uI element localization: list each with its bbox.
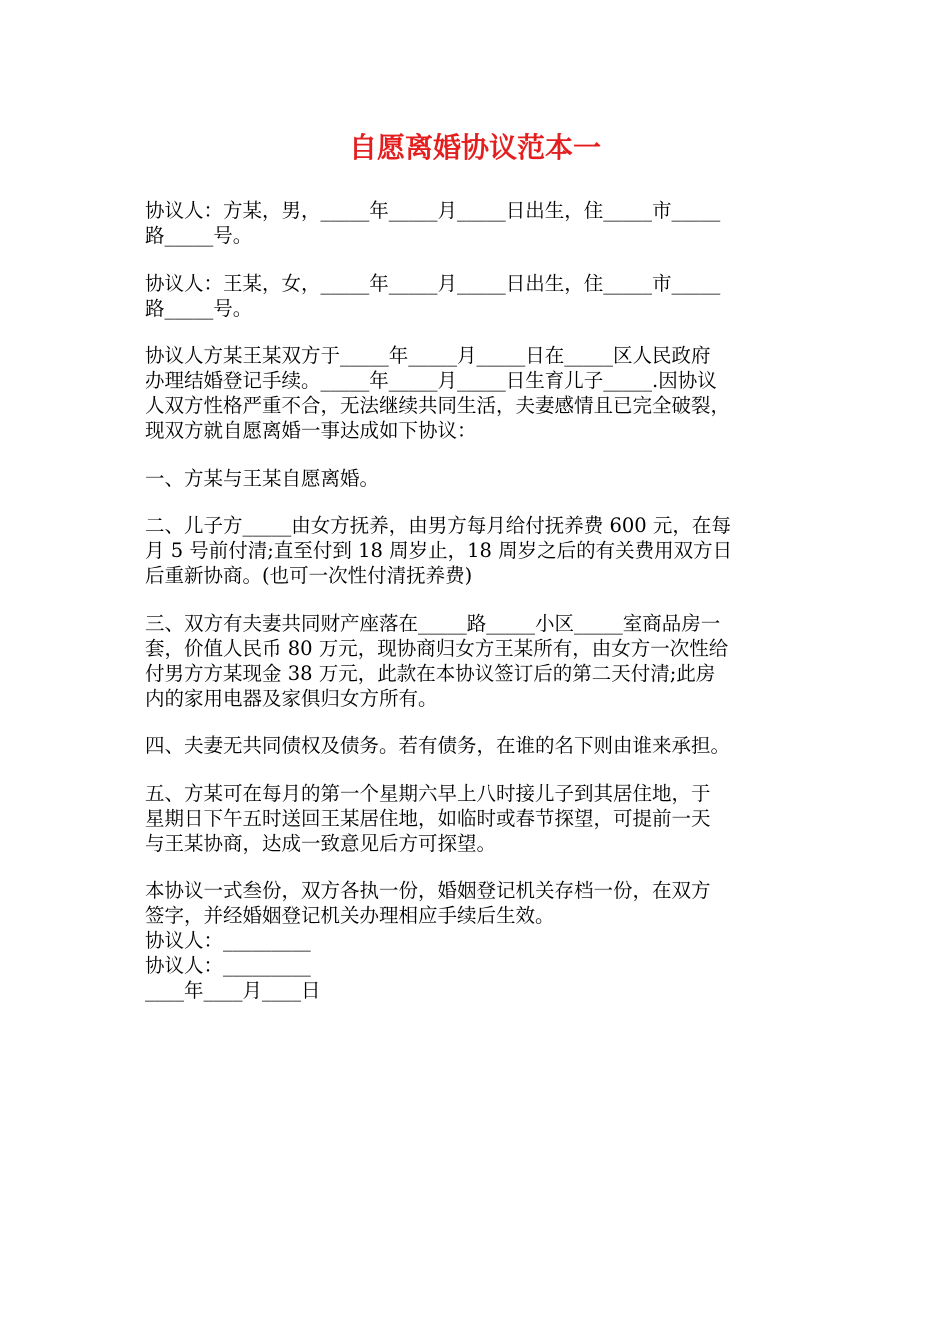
paragraph-clause-3 — [145, 611, 825, 711]
paragraph-gap — [145, 321, 825, 344]
text-line: 现双方就自愿离婚一事达成如下协议： — [145, 419, 477, 442]
paragraph-clause-4 — [145, 733, 825, 758]
paragraph-closing — [145, 878, 825, 1003]
text-line: 五、方某可在每月的第一个星期六早上八时接儿子到其居住地，于 — [145, 781, 711, 805]
paragraph-party-2 — [145, 271, 825, 321]
paragraph-gap — [145, 758, 825, 781]
text-line: 协议人：_________ — [145, 929, 311, 952]
text-line: 二、儿子方_____由女方抚养，由男方每月给付抚养费 600 元，在每 — [145, 514, 731, 537]
paragraph-gap — [145, 248, 825, 271]
text-line: 协议人：方某，男，_____年_____月_____日出生，住_____市_____ — [145, 199, 721, 222]
document-body — [145, 198, 825, 1003]
text-line: 办理结婚登记手续。_____年_____月_____日生育儿子_____.因协议 — [145, 369, 717, 392]
text-line: 三、双方有夫妻共同财产座落在_____路_____小区_____室商品房一 — [145, 611, 721, 635]
text-line: 路_____号。 — [145, 296, 253, 320]
text-line: 月 5 号前付清;直至付到 18 周岁止，18 周岁之后的有关费用双方日 — [145, 539, 733, 562]
text-line: 与王某协商，达成一致意见后方可探望。 — [145, 831, 497, 855]
paragraph-clause-1 — [145, 466, 825, 491]
paragraph-gap — [145, 856, 825, 879]
text-line: 协议人：王某，女，_____年_____月_____日出生，住_____市_____ — [145, 271, 721, 295]
text-line: 四、夫妻无共同债权及债务。若有债务，在谁的名下则由谁来承担。 — [145, 734, 731, 757]
text-line: 付男方方某现金 38 万元，此款在本协议签订后的第二天付清;此房 — [145, 661, 716, 685]
document-title: 自愿离婚协议范本一 — [348, 131, 601, 164]
text-line: ____年____月____日 — [145, 979, 321, 1002]
paragraph-gap — [145, 443, 825, 466]
text-line: 内的家用电器及家俱归女方所有。 — [145, 686, 438, 710]
paragraph-gap — [145, 491, 825, 514]
paragraph-party-1 — [145, 198, 825, 248]
text-line: 后重新协商。(也可一次性付清抚养费) — [145, 564, 473, 587]
paragraph-gap — [145, 588, 825, 611]
text-line: 签字，并经婚姻登记机关办理相应手续后生效。 — [145, 904, 555, 927]
text-line: 一、方某与王某自愿离婚。 — [145, 466, 380, 490]
text-line: 星期日下午五时送回王某居住地，如临时或春节探望，可提前一天 — [145, 806, 711, 830]
text-line: 协议人：_________ — [145, 954, 311, 977]
text-line: 协议人方某王某双方于_____年_____月_____日在_____区人民政府 — [145, 344, 711, 367]
text-line: 人双方性格严重不合，无法继续共同生活，夫妻感情且已完全破裂， — [145, 394, 731, 417]
paragraph-clause-2 — [145, 513, 825, 588]
text-line: 套，价值人民币 80 万元，现协商归女方王某所有，由女方一次性给 — [145, 636, 729, 660]
text-line: 路_____号。 — [145, 224, 253, 247]
paragraph-clause-5 — [145, 781, 825, 856]
text-line: 本协议一式叁份，双方各执一份，婚姻登记机关存档一份，在双方 — [145, 879, 711, 902]
paragraph-gap — [145, 711, 825, 734]
paragraph-preamble — [145, 343, 825, 443]
